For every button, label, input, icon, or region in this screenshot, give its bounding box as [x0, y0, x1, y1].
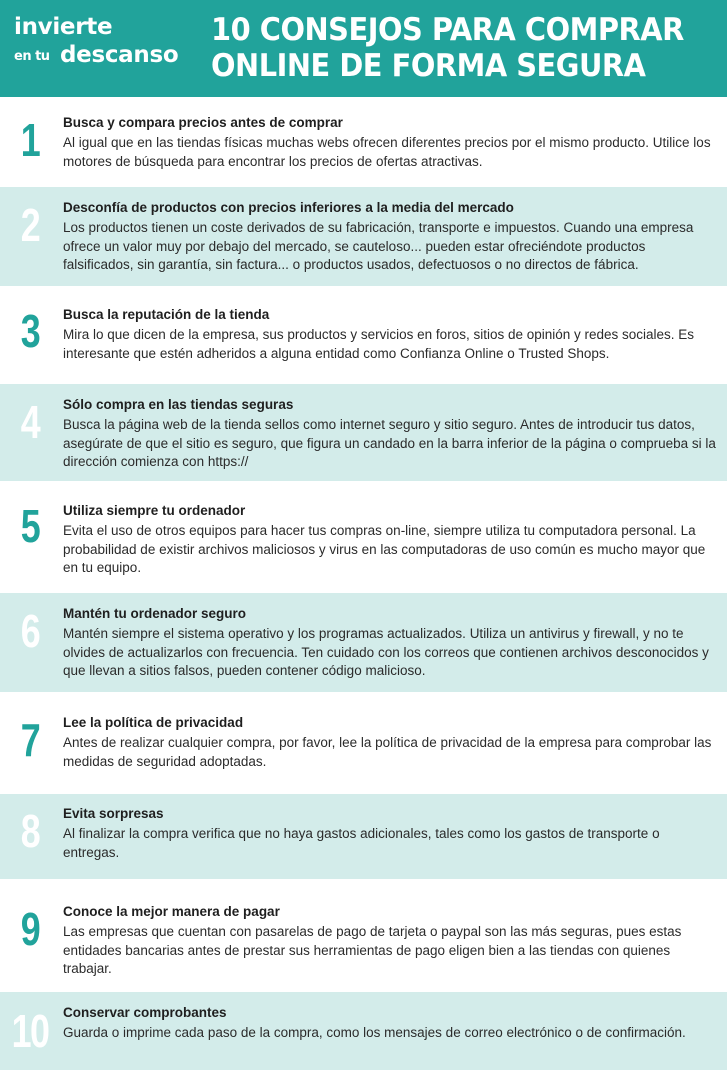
- tip-text: Guarda o imprime cada paso de la compra, como los mensajes de correo electrónico o de confirmación.: [63, 1025, 686, 1040]
- tip-text: Evita el uso de otros equipos para hacer tus compras on-line, siempre utiliza tu computadora personal. La probabilidad de existir archivos maliciosos y virus en las computadoras de uso común es mucho mayor que en tu equipo.: [63, 523, 706, 575]
- tip-number: 1: [20, 114, 40, 166]
- tip-item-4: [0, 384, 727, 481]
- tip-text: Mira lo que dicen de la empresa, sus productos y servicios en foros, sitios de opinión y redes sociales. Es interesante que estén adheridos a alguna entidad como Confianza Online o Trusted Shops.: [63, 327, 695, 361]
- tip-title: Mantén tu ordenador seguro: [63, 606, 247, 621]
- tip-title: Evita sorpresas: [63, 806, 164, 821]
- tip-text: Mantén siempre el sistema operativo y los programas actualizados. Utiliza un antivirus y firewall, y no te olvides de actualizarlos con frecuencia. Ten cuidado con los correos que contienen archivos desconocidos y que llevan a sitios falsos, pueden contener código malicioso.: [63, 626, 709, 678]
- tip-text: Los productos tienen un coste derivados de su fabricación, transporte e impuestos. Cuando una empresa ofrece un valor muy por debajo del mercado, se cauteloso... pueden estar ofreciéndote productos falsificados, sin garantía, sin factura... o productos usados, defectuosos o no directos de fábrica.: [63, 220, 694, 272]
- tip-text: Las empresas que cuentan con pasarelas de pago de tarjeta o paypal son las más seguras, pues estas entidades bancarias antes de prestar sus herramientas de pago eligen bien a las tiendas con quienes trabajar.: [63, 924, 682, 976]
- tip-item-2: [0, 187, 727, 286]
- tip-number: 4: [20, 396, 40, 448]
- page-title-line-2: ONLINE DE FORMA SEGURA: [211, 48, 646, 84]
- tip-item-3: [0, 286, 727, 384]
- tip-title: Desconfía de productos con precios inferiores a la media del mercado: [63, 200, 514, 215]
- tip-item-1: [0, 97, 727, 187]
- tip-number: 7: [20, 714, 40, 766]
- tip-number: 5: [20, 500, 40, 552]
- header-banner: [0, 0, 727, 97]
- tip-item-5: [0, 481, 727, 593]
- page-title-line-1: 10 CONSEJOS PARA COMPRAR: [211, 12, 684, 48]
- tip-text: Al finalizar la compra verifica que no haya gastos adicionales, tales como los gastos de transporte o entregas.: [63, 826, 660, 860]
- tip-item-10: [0, 992, 727, 1070]
- tip-number: 6: [20, 605, 40, 657]
- tip-text: Busca la página web de la tienda sellos como internet seguro y sitio seguro. Antes de introducir tus datos, asegúrate de que el sitio es seguro, que figura un candado en la barra inferior de la página o comprueba si la dirección comienza con https://: [63, 417, 716, 469]
- logo-line-descanso: descanso: [60, 42, 179, 68]
- tip-number: 3: [20, 305, 40, 357]
- page-title: [211, 12, 685, 84]
- tip-number: 10: [11, 1005, 49, 1057]
- tip-item-8: [0, 794, 727, 879]
- tip-item-6: [0, 593, 727, 692]
- logo-line-en-tu: en tu: [14, 49, 50, 64]
- tip-title: Sólo compra en las tiendas seguras: [63, 397, 294, 412]
- tip-item-9: [0, 879, 727, 992]
- tip-title: Conservar comprobantes: [63, 1005, 227, 1020]
- logo-line-invierte: invierte: [14, 14, 113, 40]
- tip-item-7: [0, 692, 727, 794]
- tip-number: 2: [20, 199, 40, 251]
- tip-text: Al igual que en las tiendas físicas muchas webs ofrecen diferentes precios por el mismo producto. Utilice los motores de búsqueda para encontrar los precios de ofertas atractivas.: [63, 135, 711, 169]
- tip-text: Antes de realizar cualquier compra, por favor, lee la política de privacidad de la empresa para comprobar las medidas de seguridad adoptadas.: [63, 735, 712, 769]
- tip-title: Busca y compara precios antes de comprar: [63, 115, 343, 130]
- tip-number: 8: [20, 805, 40, 857]
- brand-logo: [14, 16, 194, 76]
- tip-title: Conoce la mejor manera de pagar: [63, 904, 280, 919]
- tip-title: Utiliza siempre tu ordenador: [63, 503, 246, 518]
- tip-title: Busca la reputación de la tienda: [63, 307, 270, 322]
- tip-number: 9: [20, 903, 40, 955]
- tip-title: Lee la política de privacidad: [63, 715, 244, 730]
